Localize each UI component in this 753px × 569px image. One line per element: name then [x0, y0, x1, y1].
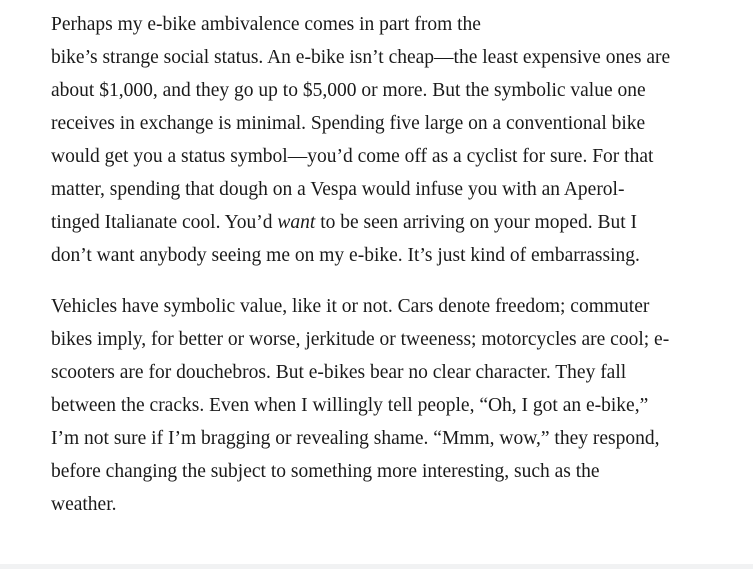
- text-line: don’t want anybody seeing me on my e-bike. It’s just kind of embarrassing.: [51, 245, 640, 266]
- text-line: would get you a status symbol—you’d come off as a cyclist for sure. For that: [51, 146, 654, 167]
- text-line: bike’s strange social status. An e-bike isn’t cheap—the least expensive ones are: [51, 47, 671, 68]
- text-line: receives in exchange is minimal. Spending five large on a conventional bike: [51, 113, 646, 134]
- text-fragment: to be seen arriving on your moped. But I: [315, 212, 637, 233]
- text-line: between the cracks. Even when I willingly tell people, “Oh, I got an e-bike,”: [51, 395, 649, 416]
- text-line: Vehicles have symbolic value, like it or not. Cars denote freedom; commuter: [51, 296, 650, 317]
- text-line: Perhaps my e-bike ambivalence comes in part from the: [51, 14, 481, 35]
- text-line: bikes imply, for better or worse, jerkitude or tweeness; motorcycles are cool; e-: [51, 329, 670, 350]
- paragraph-social-status: [51, 8, 751, 272]
- paragraph-symbolic-value: [51, 290, 751, 521]
- text-line: scooters are for douchebros. But e-bikes bear no clear character. They fall: [51, 362, 627, 383]
- bottom-divider: [0, 564, 753, 569]
- article-body: [51, 8, 751, 539]
- text-line: before changing the subject to something more interesting, such as the: [51, 461, 600, 482]
- text-fragment: tinged Italianate cool. You’d: [51, 212, 278, 233]
- text-line: I’m not sure if I’m bragging or revealing shame. “Mmm, wow,” they respond,: [51, 428, 660, 449]
- emphasis-want: want: [277, 212, 316, 233]
- text-line: about $1,000, and they go up to $5,000 or more. But the symbolic value one: [51, 80, 646, 101]
- text-line: weather.: [51, 494, 117, 515]
- text-line: [51, 206, 751, 239]
- text-line: matter, spending that dough on a Vespa would infuse you with an Aperol-: [51, 179, 625, 200]
